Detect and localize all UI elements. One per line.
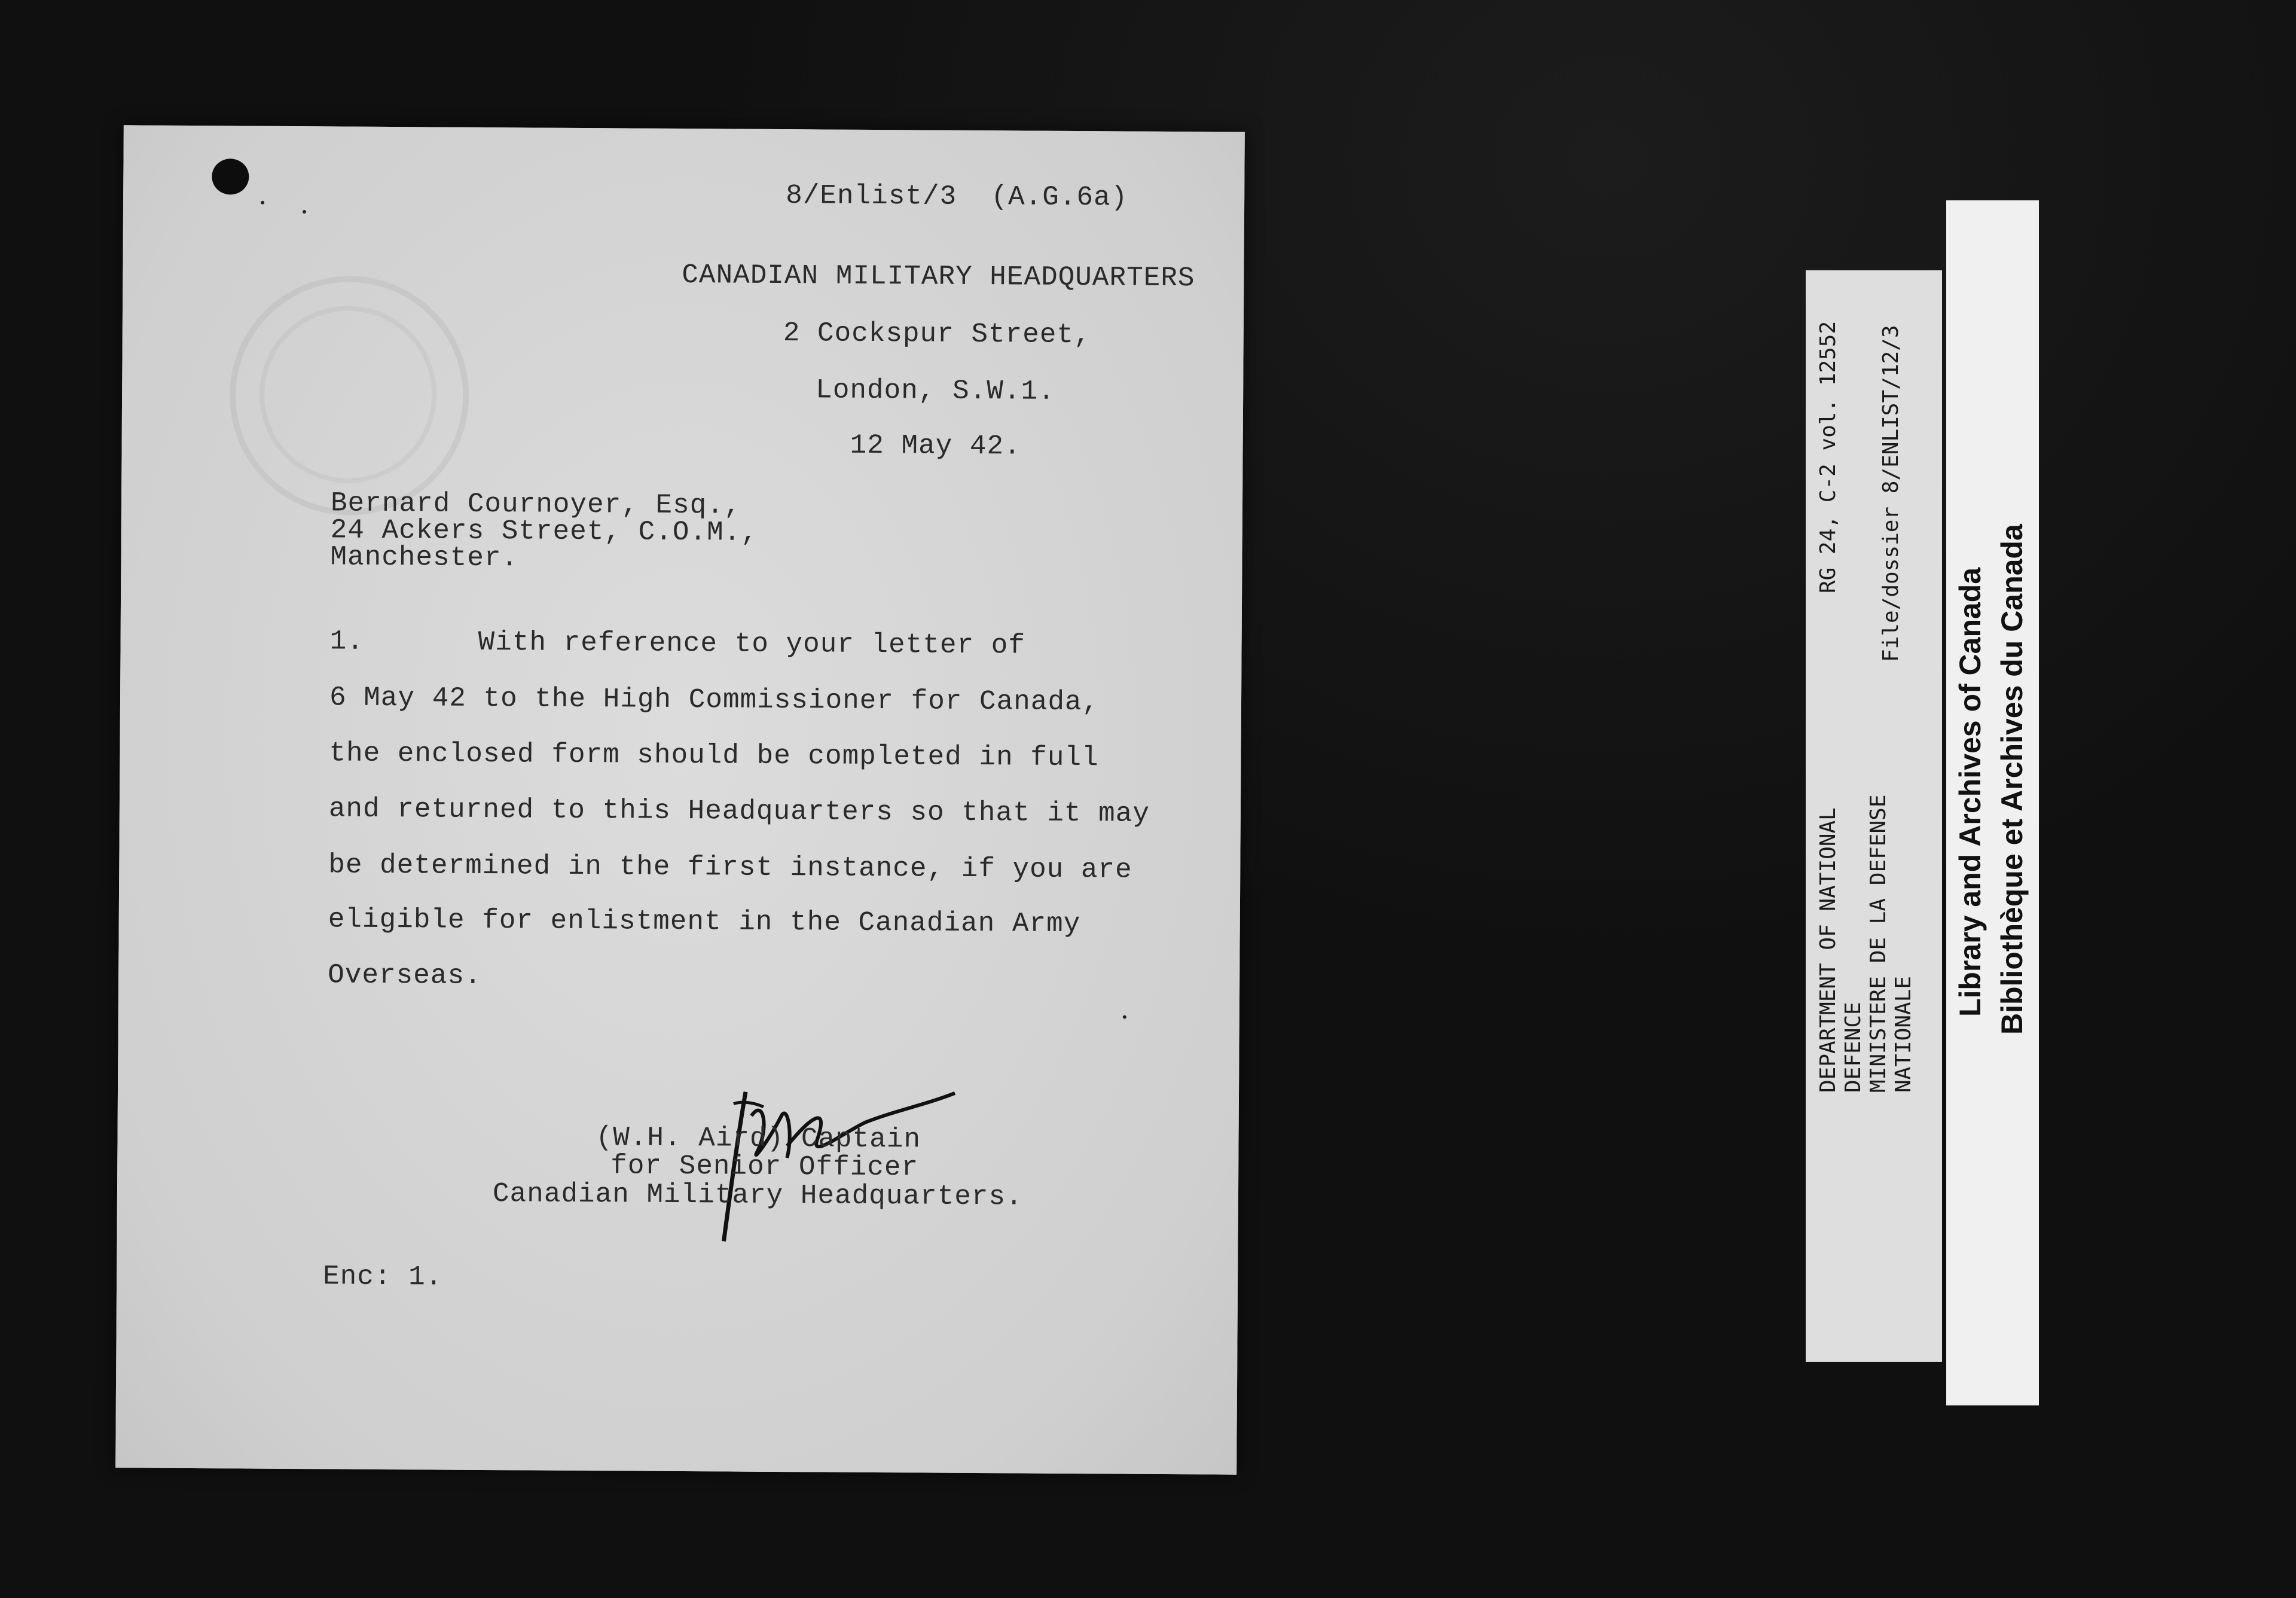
department-line: NATIONALE <box>1891 975 1916 1093</box>
signatory-name: (W.H. Aird) Captain <box>596 1122 921 1155</box>
faint-stamp-inner <box>259 306 437 484</box>
record-group: RG 24, C-2 vol. 12552 <box>1816 321 1840 593</box>
department-line: DEFENCE <box>1841 1002 1866 1093</box>
file-dossier: File/dossier 8/ENLIST/12/3 <box>1879 325 1903 662</box>
institution-label <box>1946 200 2039 1405</box>
recipient-street: 24 Ackers Street, C.O.M., <box>330 514 759 548</box>
body-line: 6 May 42 to the High Commissioner for Canada, <box>329 682 1100 718</box>
institution-name-english: Library and Archives of Canada <box>1953 567 1987 1017</box>
recipient-city: Manchester. <box>330 541 519 574</box>
letter-page <box>115 125 1245 1474</box>
institution-name-french: Bibliothèque et Archives du Canada <box>1995 524 2029 1035</box>
speck <box>261 201 264 205</box>
body-line: With reference to your letter of <box>478 626 1026 661</box>
department-line: DEPARTMENT OF NATIONAL <box>1816 807 1840 1093</box>
archive-reference-label <box>1806 270 1942 1362</box>
file-reference: 8/Enlist/3 (A.G.6a) <box>786 180 1128 214</box>
letterhead: CANADIAN MILITARY HEADQUARTERS <box>682 260 1195 294</box>
department-line: MINISTERE DE LA DEFENSE <box>1866 794 1891 1093</box>
address-line-1: 2 Cockspur Street, <box>783 318 1091 351</box>
address-line-2: London, S.W.1. <box>816 374 1055 407</box>
signatory-office: Canadian Military Headquarters. <box>492 1178 1023 1213</box>
speck <box>1123 1015 1126 1019</box>
body-line: Overseas. <box>328 959 482 992</box>
paragraph-number: 1. <box>329 626 364 657</box>
body-line: the enclosed form should be completed in full <box>329 737 1099 774</box>
enclosure-note: Enc: 1. <box>322 1261 443 1293</box>
body-line: and returned to this Headquarters so that it may <box>328 793 1150 830</box>
letter-date: 12 May 42. <box>850 429 1021 462</box>
body-line: eligible for enlistment in the Canadian Army <box>328 904 1081 940</box>
body-line: be determined in the first instance, if you are <box>328 849 1132 886</box>
punch-hole <box>212 158 249 194</box>
recipient-name: Bernard Cournoyer, Esq., <box>330 487 741 522</box>
speck <box>303 210 306 214</box>
signatory-role: for Senior Officer <box>610 1150 919 1184</box>
